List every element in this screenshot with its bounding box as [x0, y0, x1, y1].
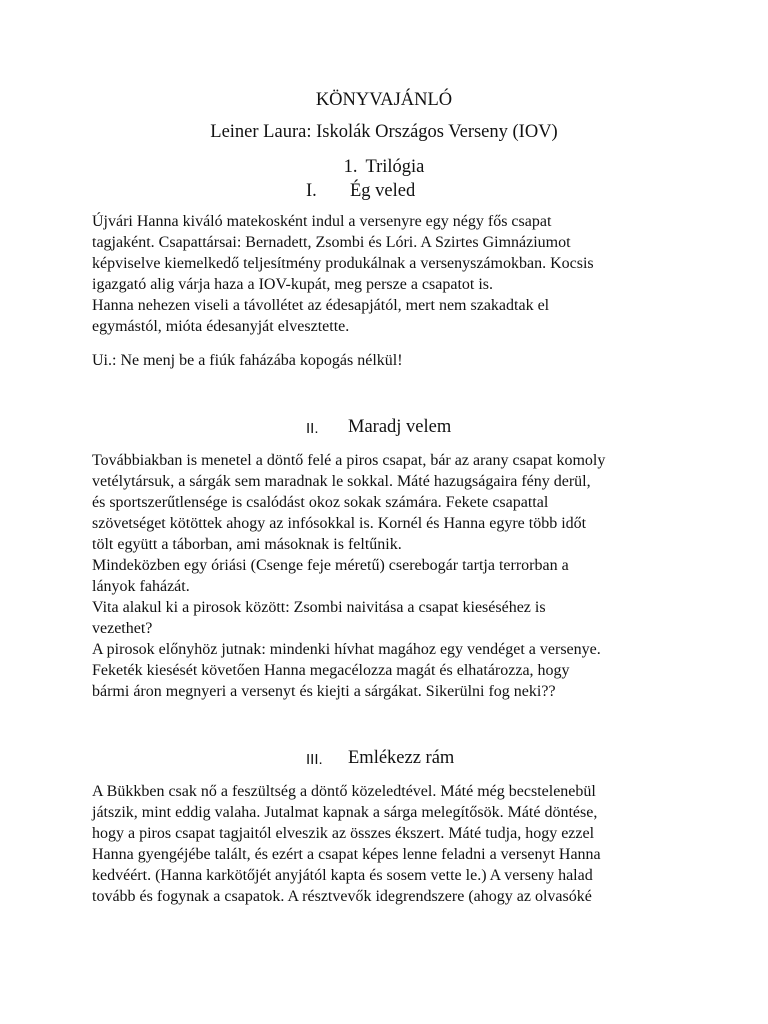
text-line: A pirosok előnyhöz jutnak: mindenki hívhat magához egy vendéget a versenye.	[92, 641, 601, 658]
section-title: Emlékezz rám	[348, 748, 455, 768]
section-number: II.	[306, 420, 319, 437]
page-title: KÖNYVAJÁNLÓ	[315, 90, 453, 110]
text-line: Ui.: Ne menj be a fiúk faházába kopogás nélkül!	[92, 352, 403, 369]
text-line: Vita alakul ki a pirosok között: Zsombi naivitása a csapat kieséséhez is	[92, 599, 546, 616]
text-line: kedvéért. (Hanna karkötőjét anyjától kapta és sosem vette le.) A verseny halad	[92, 867, 593, 884]
text-line: hogy a piros csapat tagjaitól elveszik az összes ékszert. Máté tudja, hogy ezzel	[92, 825, 595, 842]
text-line: tagjaként. Csapattársai: Bernadett, Zsombi és Lóri. A Szirtes Gimnáziumot	[92, 234, 571, 251]
section-title: Maradj velem	[348, 417, 452, 437]
text-line: bármi áron megnyeri a versenyt és kiejti a sárgákat. Sikerülni fog neki??	[92, 683, 556, 700]
text-line: A Bükkben csak nő a feszültség a döntő közeledtével. Máté még becstelenebül	[92, 783, 596, 800]
text-line: vetélytársuk, a sárgák sem maradnak le sokkal. Máté hazugságaira fény derül,	[92, 473, 591, 490]
text-line: szövetséget kötöttek ahogy az infósokkal is. Kornél és Hanna egyre több időt	[92, 515, 587, 532]
trilogy-number: 1.	[343, 157, 358, 177]
section-heading-1	[306, 181, 506, 205]
section-title: Ég veled	[350, 181, 416, 201]
section-1-paragraph-1	[92, 211, 692, 337]
text-line: vezethet?	[92, 620, 153, 637]
section-3-paragraph	[92, 781, 692, 907]
section-number: III.	[306, 751, 323, 768]
section-2-paragraph	[92, 450, 692, 702]
text-line: Feketék kiesését követően Hanna megacélozza magát és elhatározza, hogy	[92, 662, 570, 679]
text-line: Újvári Hanna kiváló matekosként indul a versenyre egy négy fős csapat	[92, 213, 552, 230]
section-1-paragraph-2	[92, 350, 692, 371]
text-line: képviselve kiemelkedő teljesítmény produkálnak a versenyszámokban. Kocsis	[92, 255, 594, 272]
section-heading-3	[306, 748, 506, 772]
text-line: Hanna gyengéjébe talált, és ezért a csapat képes lenne feladni a versenyt Hanna	[92, 846, 601, 863]
text-line: tölt együtt a táborban, ami másoknak is feltűnik.	[92, 536, 402, 553]
text-line: Mindeközben egy óriási (Csenge feje méretű) cserebogár tartja terrorban a	[92, 557, 569, 574]
section-number: I.	[306, 181, 317, 201]
text-line: egymástól, mióta édesanyját elvesztette.	[92, 318, 350, 335]
text-line: Továbbiakban is menetel a döntő felé a piros csapat, bár az arany csapat komoly	[92, 452, 606, 469]
text-line: lányok faházát.	[92, 578, 190, 595]
text-line: játszik, mint eddig valaha. Jutalmat kapnak a sárga melegítősök. Máté döntése,	[92, 804, 598, 821]
text-line: tovább és fogynak a csapatok. A résztvevők idegrendszere (ahogy az olvasóké	[92, 888, 592, 905]
text-line: Hanna nehezen viseli a távollétet az édesapjától, mert nem szakadtak el	[92, 297, 550, 314]
book-subtitle: Leiner Laura: Iskolák Országos Verseny (IOV)	[210, 122, 558, 142]
trilogy-heading	[0, 157, 768, 178]
text-line: igazgató alig várja haza a IOV-kupát, meg persze a csapatot is.	[92, 276, 494, 293]
section-heading-2	[306, 417, 506, 441]
text-line: és sportszerűtlensége is csalódást okoz sokak számára. Fekete csapattal	[92, 494, 549, 511]
trilogy-label: Trilógia	[365, 157, 425, 177]
